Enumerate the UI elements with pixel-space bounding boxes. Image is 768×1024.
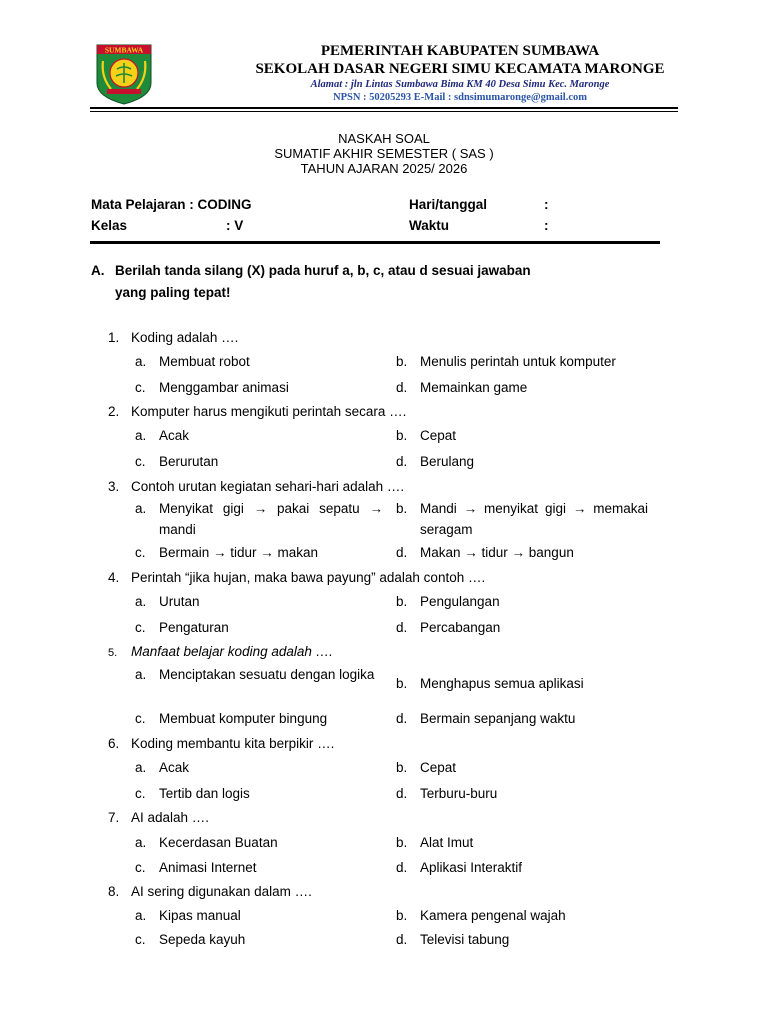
letterhead-school-name: SEKOLAH DASAR NEGERI SIMU KECAMATA MARONGE xyxy=(255,61,665,77)
option-5a[interactable] xyxy=(135,664,383,685)
option-letter: d. xyxy=(396,454,408,469)
document-subtitle: SUMATIF AKHIR SEMESTER ( SAS ) xyxy=(274,146,494,161)
option-3d[interactable] xyxy=(396,545,574,560)
option-1a[interactable] xyxy=(135,354,250,369)
question-number: 7. xyxy=(108,810,120,825)
option-text: Menggambar animasi xyxy=(159,380,289,395)
section-a-instruction xyxy=(91,260,691,304)
option-text: Berurutan xyxy=(159,454,219,469)
instruction-line-1: Berilah tanda silang (X) pada huruf a, b, c, atau d sesuai jawaban xyxy=(115,263,531,278)
question-text: Manfaat belajar koding adalah …. xyxy=(131,644,333,659)
option-letter: d. xyxy=(396,711,408,726)
question-text: Komputer harus mengikuti perintah secara …. xyxy=(131,404,407,419)
option-3c[interactable] xyxy=(135,545,318,560)
option-6c[interactable] xyxy=(135,786,250,801)
option-1b[interactable] xyxy=(396,354,616,369)
option-text: Bermain → tidur → makan xyxy=(159,545,319,560)
letterhead-npsn-email: NPSN : 50205293 E-Mail : sdnsimumaronge@gmail.com xyxy=(333,92,587,103)
option-letter: d. xyxy=(396,786,408,801)
date-value: : xyxy=(544,197,549,212)
question-number: 4. xyxy=(108,570,120,585)
option-text: Mandi → menyikat gigi → memakai seragam xyxy=(420,501,648,537)
option-letter: a. xyxy=(135,908,147,923)
question-1 xyxy=(108,330,238,345)
option-text: Alat Imut xyxy=(420,835,474,850)
option-3b[interactable] xyxy=(396,498,648,540)
option-letter: d. xyxy=(396,545,408,560)
question-6 xyxy=(108,736,334,751)
option-text: Televisi tabung xyxy=(420,932,510,947)
option-text: Membuat komputer bingung xyxy=(159,711,328,726)
option-text: Aplikasi Interaktif xyxy=(420,860,523,875)
option-letter: a. xyxy=(135,760,147,775)
question-number: 1. xyxy=(108,330,120,345)
option-4c[interactable] xyxy=(135,620,229,635)
option-text: Kamera pengenal wajah xyxy=(420,908,566,923)
letterhead-address: Alamat : jln Lintas Sumbawa Bima KM 40 Desa Simu Kec. Maronge xyxy=(310,79,610,90)
option-2a[interactable] xyxy=(135,428,189,443)
question-number: 2. xyxy=(108,404,120,419)
option-text: Pengaturan xyxy=(159,620,229,635)
option-6a[interactable] xyxy=(135,760,189,775)
document-title: NASKAH SOAL xyxy=(338,131,430,146)
option-letter: c. xyxy=(135,545,146,560)
option-letter: c. xyxy=(135,711,146,726)
option-6d[interactable] xyxy=(396,786,497,801)
option-letter: a. xyxy=(135,428,147,443)
option-letter: c. xyxy=(135,620,146,635)
question-text: Contoh urutan kegiatan sehari-hari adalah …. xyxy=(131,479,405,494)
logo-text: SUMBAWA xyxy=(104,45,144,55)
question-7 xyxy=(108,810,209,825)
option-letter: b. xyxy=(396,428,408,443)
option-text: Percabangan xyxy=(420,620,501,635)
section-letter: A. xyxy=(91,263,105,278)
option-letter: b. xyxy=(396,501,408,516)
class-value: : V xyxy=(226,218,244,233)
option-1d[interactable] xyxy=(396,380,527,395)
option-6b[interactable] xyxy=(396,760,456,775)
option-4a[interactable] xyxy=(135,594,200,609)
time-value: : xyxy=(544,218,549,233)
option-4b[interactable] xyxy=(396,594,500,609)
option-letter: c. xyxy=(135,932,146,947)
question-number: 3. xyxy=(108,479,120,494)
question-text: AI sering digunakan dalam …. xyxy=(131,884,312,899)
option-text: Berulang xyxy=(420,454,475,469)
question-5 xyxy=(108,644,333,659)
option-8d[interactable] xyxy=(396,932,509,947)
date-label: Hari/tanggal xyxy=(409,197,488,212)
subject-field: Mata Pelajaran : CODING xyxy=(91,197,252,212)
option-text: Menyikat gigi → pakai sepatu → mandi xyxy=(159,501,383,537)
question-3 xyxy=(108,479,404,494)
option-letter: b. xyxy=(396,908,408,923)
option-7b[interactable] xyxy=(396,835,473,850)
option-letter: a. xyxy=(135,501,147,516)
class-label: Kelas xyxy=(91,218,128,233)
question-number: 6. xyxy=(108,736,120,751)
option-5b[interactable] xyxy=(396,676,584,691)
option-text: Makan → tidur → bangun xyxy=(420,545,574,560)
instruction-line-2: yang paling tepat! xyxy=(115,285,231,300)
option-8b[interactable] xyxy=(396,908,566,923)
option-text: Acak xyxy=(159,428,190,443)
info-divider xyxy=(90,241,660,244)
option-8c[interactable] xyxy=(135,932,245,947)
option-text: Tertib dan logis xyxy=(159,786,250,801)
option-letter: a. xyxy=(135,667,147,682)
option-2d[interactable] xyxy=(396,454,474,469)
option-text: Menciptakan sesuatu dengan logika xyxy=(159,667,375,682)
option-1c[interactable] xyxy=(135,380,289,395)
option-8a[interactable] xyxy=(135,908,241,923)
option-2b[interactable] xyxy=(396,428,456,443)
option-letter: d. xyxy=(396,380,408,395)
option-text: Cepat xyxy=(420,428,457,443)
option-text: Menghapus semua aplikasi xyxy=(420,676,584,691)
option-5d[interactable] xyxy=(396,711,575,726)
option-2c[interactable] xyxy=(135,454,218,469)
option-text: Pengulangan xyxy=(420,594,500,609)
option-7d[interactable] xyxy=(396,860,522,875)
letterhead-government: PEMERINTAH KABUPATEN SUMBAWA xyxy=(320,43,600,59)
option-text: Membuat robot xyxy=(159,354,250,369)
question-text: Koding adalah …. xyxy=(131,330,239,345)
academic-year: TAHUN AJARAN 2025/ 2026 xyxy=(300,161,468,176)
option-7a[interactable] xyxy=(135,835,278,850)
option-text: Kipas manual xyxy=(159,908,241,923)
option-letter: c. xyxy=(135,380,146,395)
question-text: Koding membantu kita berpikir …. xyxy=(131,736,335,751)
option-text: Menulis perintah untuk komputer xyxy=(420,354,616,369)
question-8 xyxy=(108,884,312,899)
option-letter: d. xyxy=(396,620,408,635)
option-letter: d. xyxy=(396,932,408,947)
question-text: AI adalah …. xyxy=(131,810,210,825)
option-5c[interactable] xyxy=(135,711,327,726)
letterhead-divider-thin xyxy=(90,111,678,112)
option-letter: a. xyxy=(135,354,147,369)
option-letter: a. xyxy=(135,835,147,850)
question-2 xyxy=(108,404,406,419)
letterhead-divider-thick xyxy=(90,107,678,109)
time-label: Waktu xyxy=(409,218,449,233)
option-text: Acak xyxy=(159,760,190,775)
question-number: 5. xyxy=(108,647,118,659)
option-text: Animasi Internet xyxy=(159,860,257,875)
option-letter: c. xyxy=(135,454,146,469)
option-letter: c. xyxy=(135,860,146,875)
option-letter: a. xyxy=(135,594,147,609)
sumbawa-regency-emblem xyxy=(93,43,155,105)
option-7c[interactable] xyxy=(135,860,257,875)
option-3a[interactable] xyxy=(135,498,383,540)
question-number: 8. xyxy=(108,884,120,899)
option-letter: b. xyxy=(396,760,408,775)
option-text: Cepat xyxy=(420,760,457,775)
option-text: Urutan xyxy=(159,594,200,609)
option-text: Terburu-buru xyxy=(420,786,498,801)
option-text: Kecerdasan Buatan xyxy=(159,835,278,850)
question-text: Perintah “jika hujan, maka bawa payung” adalah contoh …. xyxy=(131,570,486,585)
option-letter: c. xyxy=(135,786,146,801)
option-letter: d. xyxy=(396,860,408,875)
option-text: Sepeda kayuh xyxy=(159,932,246,947)
option-letter: b. xyxy=(396,354,408,369)
option-letter: b. xyxy=(396,594,408,609)
option-letter: b. xyxy=(396,676,408,691)
option-letter: b. xyxy=(396,835,408,850)
option-text: Memainkan game xyxy=(420,380,528,395)
option-4d[interactable] xyxy=(396,620,500,635)
option-text: Bermain sepanjang waktu xyxy=(420,711,576,726)
question-4 xyxy=(108,570,485,585)
